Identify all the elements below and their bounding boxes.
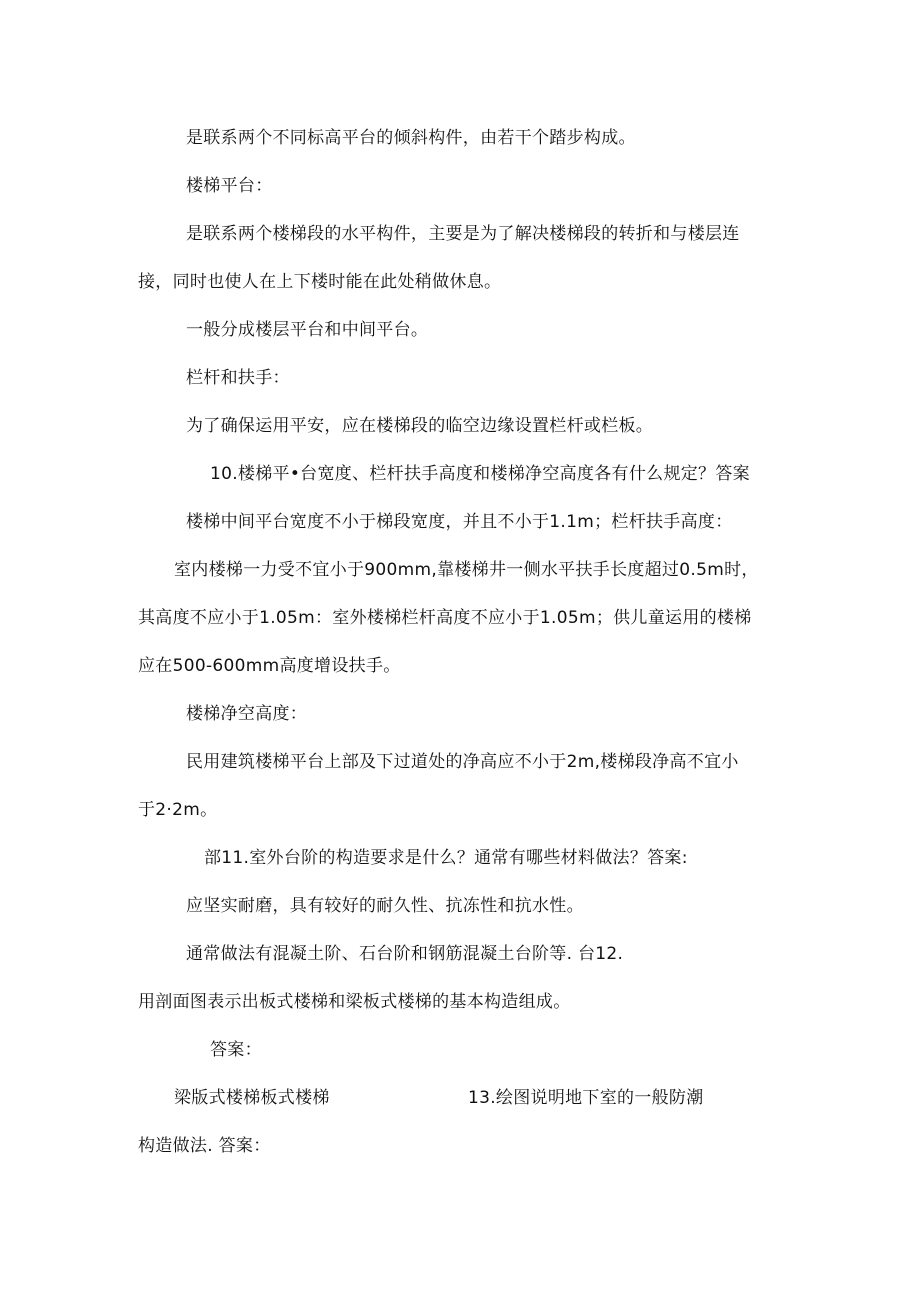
question-line: 10.楼梯平•台宽度、栏杆扶手高度和楼梯净空高度各有什么规定？答案 — [210, 464, 750, 484]
text-line: 于2·2m。 — [138, 800, 218, 820]
text-line: 通常做法有混凝土阶、石台阶和钢筋混凝土台阶等. 台12. — [186, 944, 624, 964]
answer-label: 答案： — [210, 1040, 262, 1060]
text-line: 用剖面图表示出板式楼梯和梁板式楼梯的基本构造组成。 — [138, 992, 571, 1012]
text-line: 是联系两个楼梯段的水平构件，主要是为了解决楼梯段的转折和与楼层连 — [186, 224, 740, 244]
text-line: 民用建筑楼梯平台上部及下过道处的净高应不小于2m,楼梯段净高不宜小 — [186, 752, 739, 772]
text-line: 为了确保运用平安，应在楼梯段的临空边缘设置栏杆或栏板。 — [186, 416, 654, 436]
section-heading: 楼梯净空高度： — [186, 704, 308, 724]
section-heading: 楼梯平台： — [186, 176, 273, 196]
text-line: 接，同时也使人在上下楼时能在此处稍做休息。 — [138, 272, 502, 292]
text-line: 应坚实耐磨，具有较好的耐久性、抗冻性和抗水性。 — [186, 896, 584, 916]
text-line: 是联系两个不同标高平台的倾斜构件，由若干个踏步构成。 — [186, 128, 636, 148]
text-line: 一般分成楼层平台和中间平台。 — [186, 320, 429, 340]
question-line: 部11.室外台阶的构造要求是什么？通常有哪些材料做法？答案: — [204, 848, 688, 868]
text-line: 其高度不应小于1.05m：室外楼梯栏杆高度不应小于1.05m；供儿童运用的楼梯 — [138, 608, 752, 628]
question-line: 13.绘图说明地下室的一般防潮 — [468, 1088, 704, 1108]
text-line: 构造做法. 答案： — [138, 1136, 271, 1156]
text-line: 应在500-600mm高度增设扶手。 — [138, 656, 401, 676]
section-heading: 栏杆和扶手： — [186, 368, 290, 388]
text-line: 室内楼梯一力受不宜小于900mm,靠楼梯井一侧水平扶手长度超过0.5m时， — [174, 560, 759, 580]
text-line: 楼梯中间平台宽度不小于梯段宽度，并且不小于1.1m；栏杆扶手高度： — [186, 512, 733, 532]
text-line: 梁版式楼梯板式楼梯 — [174, 1088, 330, 1108]
